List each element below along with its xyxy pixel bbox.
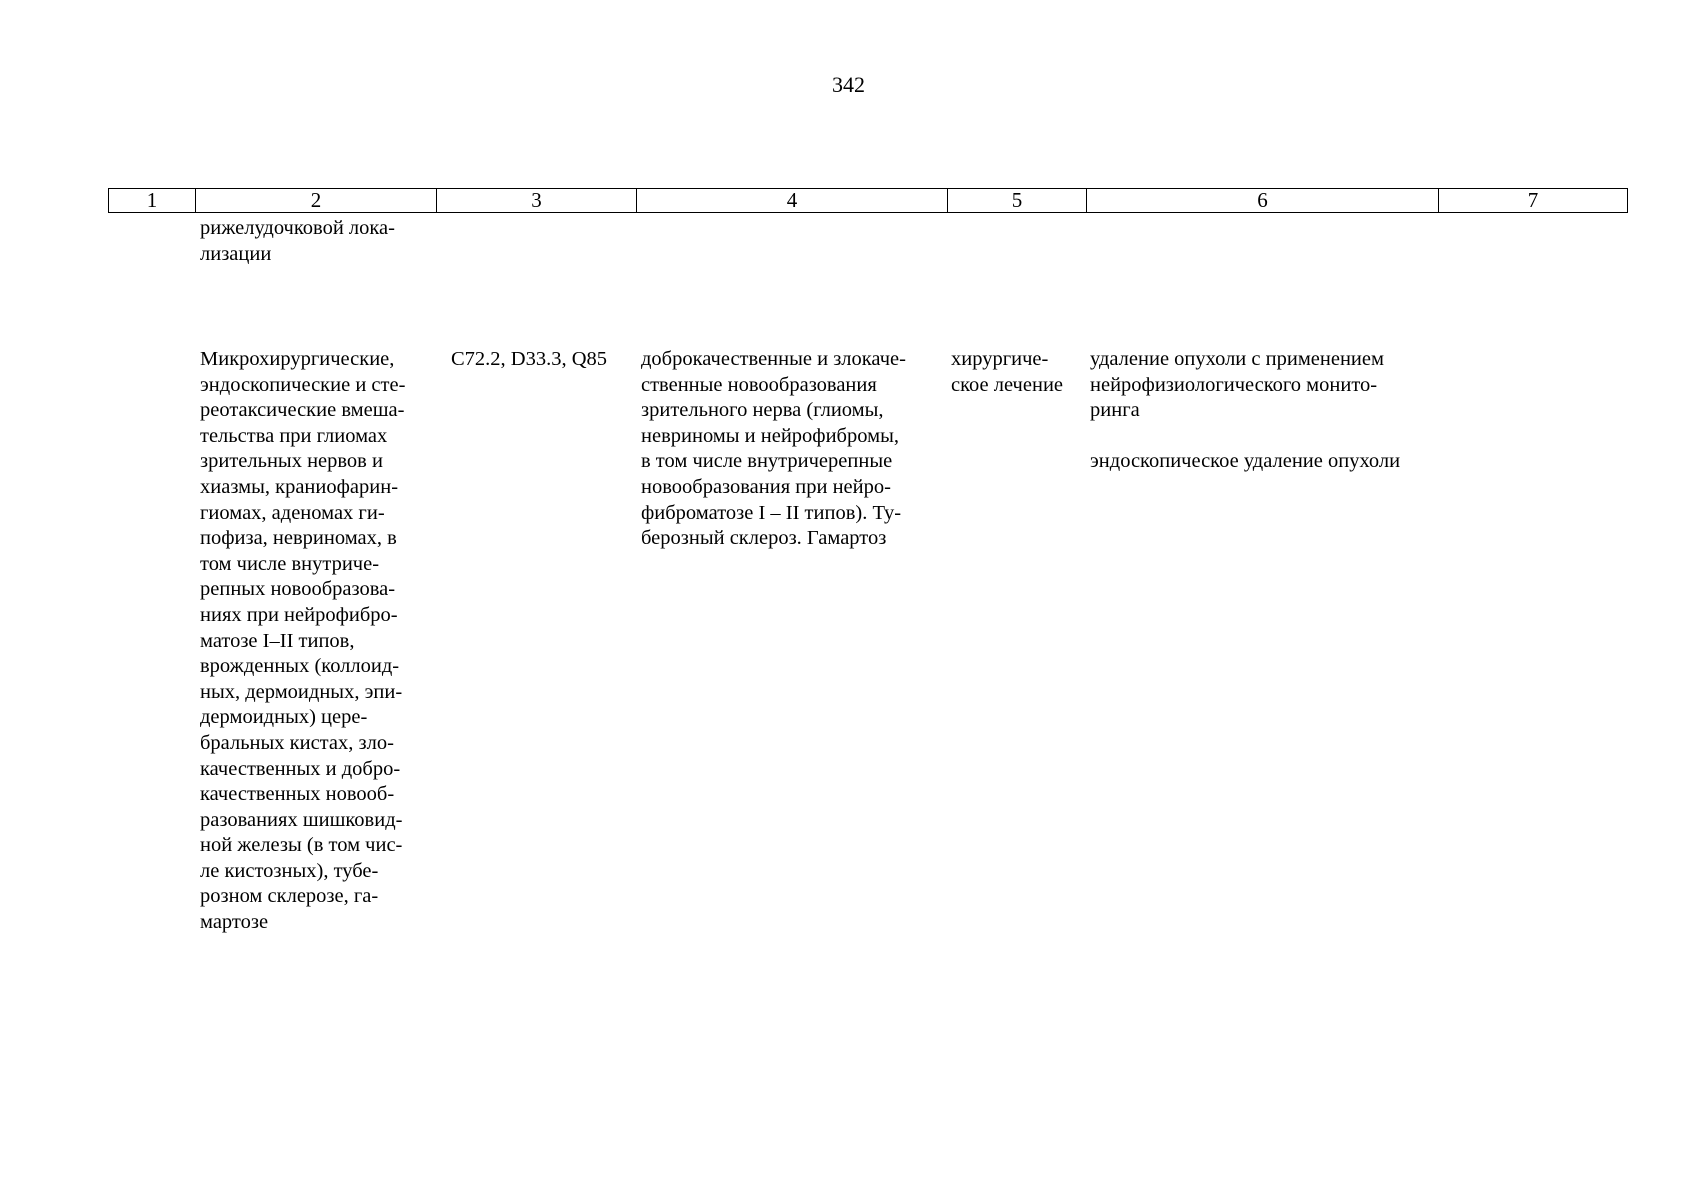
page-number: 342 <box>832 72 865 97</box>
continuation-localization-text: рижелудочковой лока- лизации <box>200 217 395 265</box>
diagnosis-description: доброкачественные и злокаче- ственные новообразования зрительного нерва (глиомы, невриномы и нейрофибромы, в том числе внутричерепные новообразования при нейро- фиброматозе I – II типов). Ту- берозный склероз. Гамартоз <box>641 348 906 550</box>
column-number-3: 3 <box>437 189 637 213</box>
method-endoscopic-removal: эндоскопическое удаление опухоли <box>1090 450 1401 472</box>
icd-codes: C72.2, D33.3, Q85 <box>451 348 608 370</box>
column-number-1: 1 <box>109 189 196 213</box>
treatment-type: хирургиче- ское лечение <box>951 348 1064 396</box>
intervention-name: Микрохирургические, эндоскопические и сте- реотаксические вмеша- тельства при глиомах зрительных нервов и хиазмы, краниофарин- гиомах, аденомах ги- пофиза, невриномах, в том числе внутриче- репных новообразова- ниях при нейрофибро- матозе I–II типов, врожденных (коллоид- ных, дермоидных, эпи- дермоидных) цере- бральных кистах, зло- качественных и добро- качественных новооб- разованиях шишковид- ной железы (в том чис- ле кистозных), тубе- розном склерозе, га- мартозе <box>200 348 406 934</box>
table-column-numbers <box>108 188 1628 213</box>
column-number-2: 2 <box>196 189 437 213</box>
header-row <box>109 189 1628 213</box>
method-neurophysiological-monitoring: удаление опухоли с применением нейрофизиологического монито- ринга <box>1090 348 1384 422</box>
column-number-7: 7 <box>1439 189 1628 213</box>
column-number-5: 5 <box>948 189 1087 213</box>
column-number-6: 6 <box>1087 189 1439 213</box>
column-number-4: 4 <box>637 189 948 213</box>
